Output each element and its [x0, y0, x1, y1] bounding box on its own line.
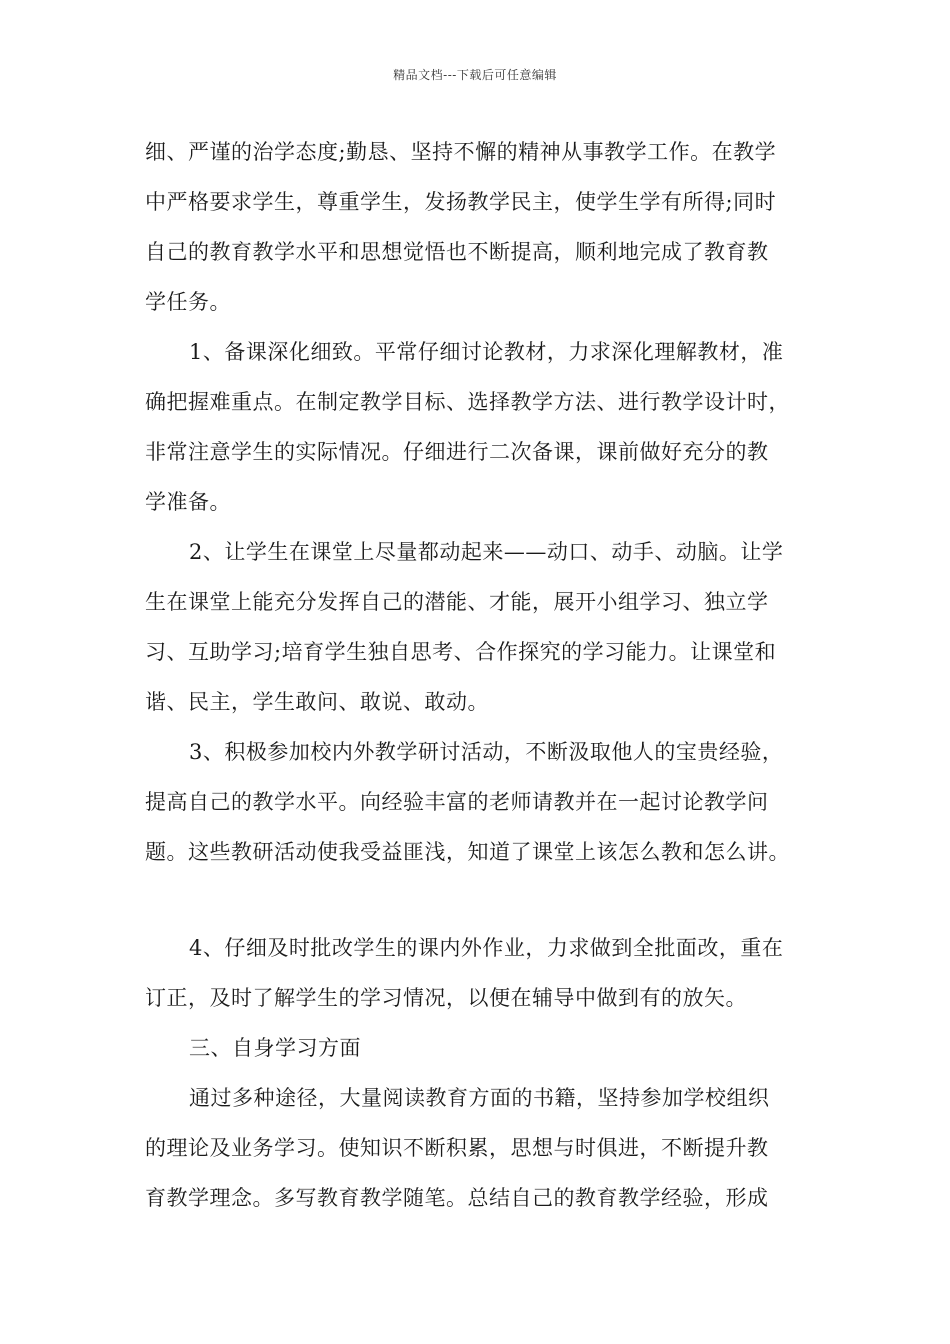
text-line: 生在课堂上能充分发挥自己的潜能、才能，展开小组学习、独立学: [145, 590, 769, 614]
text-line: 的理论及业务学习。使知识不断积累，思想与时俱进，不断提升教: [145, 1136, 769, 1160]
text-line: 4、仔细及时批改学生的课内外作业，力求做到全批面改，重在: [189, 936, 784, 960]
text-line: 中严格要求学生，尊重学生，发扬教学民主，使学生学有所得;同时: [145, 190, 777, 214]
text-line: 学任务。: [145, 290, 231, 314]
text-line: 谐、民主，学生敢问、敢说、敢动。: [145, 690, 489, 714]
paragraph: [145, 327, 825, 527]
text-line: 通过多种途径，大量阅读教育方面的书籍，坚持参加学校组织: [189, 1086, 770, 1110]
text-line: 1、备课深化细致。平常仔细讨论教材，力求深化理解教材，准: [189, 340, 784, 364]
text-line: 提高自己的教学水平。向经验丰富的老师请教并在一起讨论教学问: [145, 790, 769, 814]
text-line: 订正，及时了解学生的学习情况，以便在辅导中做到有的放矢。: [145, 986, 747, 1010]
text-line: 学准备。: [145, 490, 231, 514]
section-heading: [145, 1023, 825, 1073]
text-line: 确把握难重点。在制定教学目标、选择教学方法、进行教学设计时，: [145, 390, 790, 414]
paragraph-gap: [145, 877, 825, 923]
text-line: 2、让学生在课堂上尽量都动起来——动口、动手、动脑。让学: [189, 540, 784, 564]
paragraph: [145, 1073, 825, 1223]
text-line: 非常注意学生的实际情况。仔细进行二次备课，课前做好充分的教: [145, 440, 769, 464]
paragraph: [145, 923, 825, 1023]
text-line: 习、互助学习;培育学生独自思考、合作探究的学习能力。让课堂和: [145, 640, 777, 664]
text-line: 育教学理念。多写教育教学随笔。总结自己的教育教学经验，形成: [145, 1186, 769, 1210]
heading-text: 三、自身学习方面: [189, 1036, 361, 1060]
text-line: 题。这些教研活动使我受益匪浅，知道了课堂上该怎么教和怎么讲。: [145, 840, 790, 864]
paragraph: [145, 127, 825, 327]
text-line: 细、严谨的治学态度;勤恳、坚持不懈的精神从事教学工作。在教学: [145, 140, 777, 164]
document-body: [145, 127, 825, 1223]
paragraph: [145, 727, 825, 877]
page-header: 精品文档---下载后可任意编辑: [393, 68, 557, 82]
paragraph: [145, 527, 825, 727]
text-line: 3、积极参加校内外教学研讨活动，不断汲取他人的宝贵经验，: [189, 740, 784, 764]
text-line: 自己的教育教学水平和思想觉悟也不断提高，顺利地完成了教育教: [145, 240, 769, 264]
